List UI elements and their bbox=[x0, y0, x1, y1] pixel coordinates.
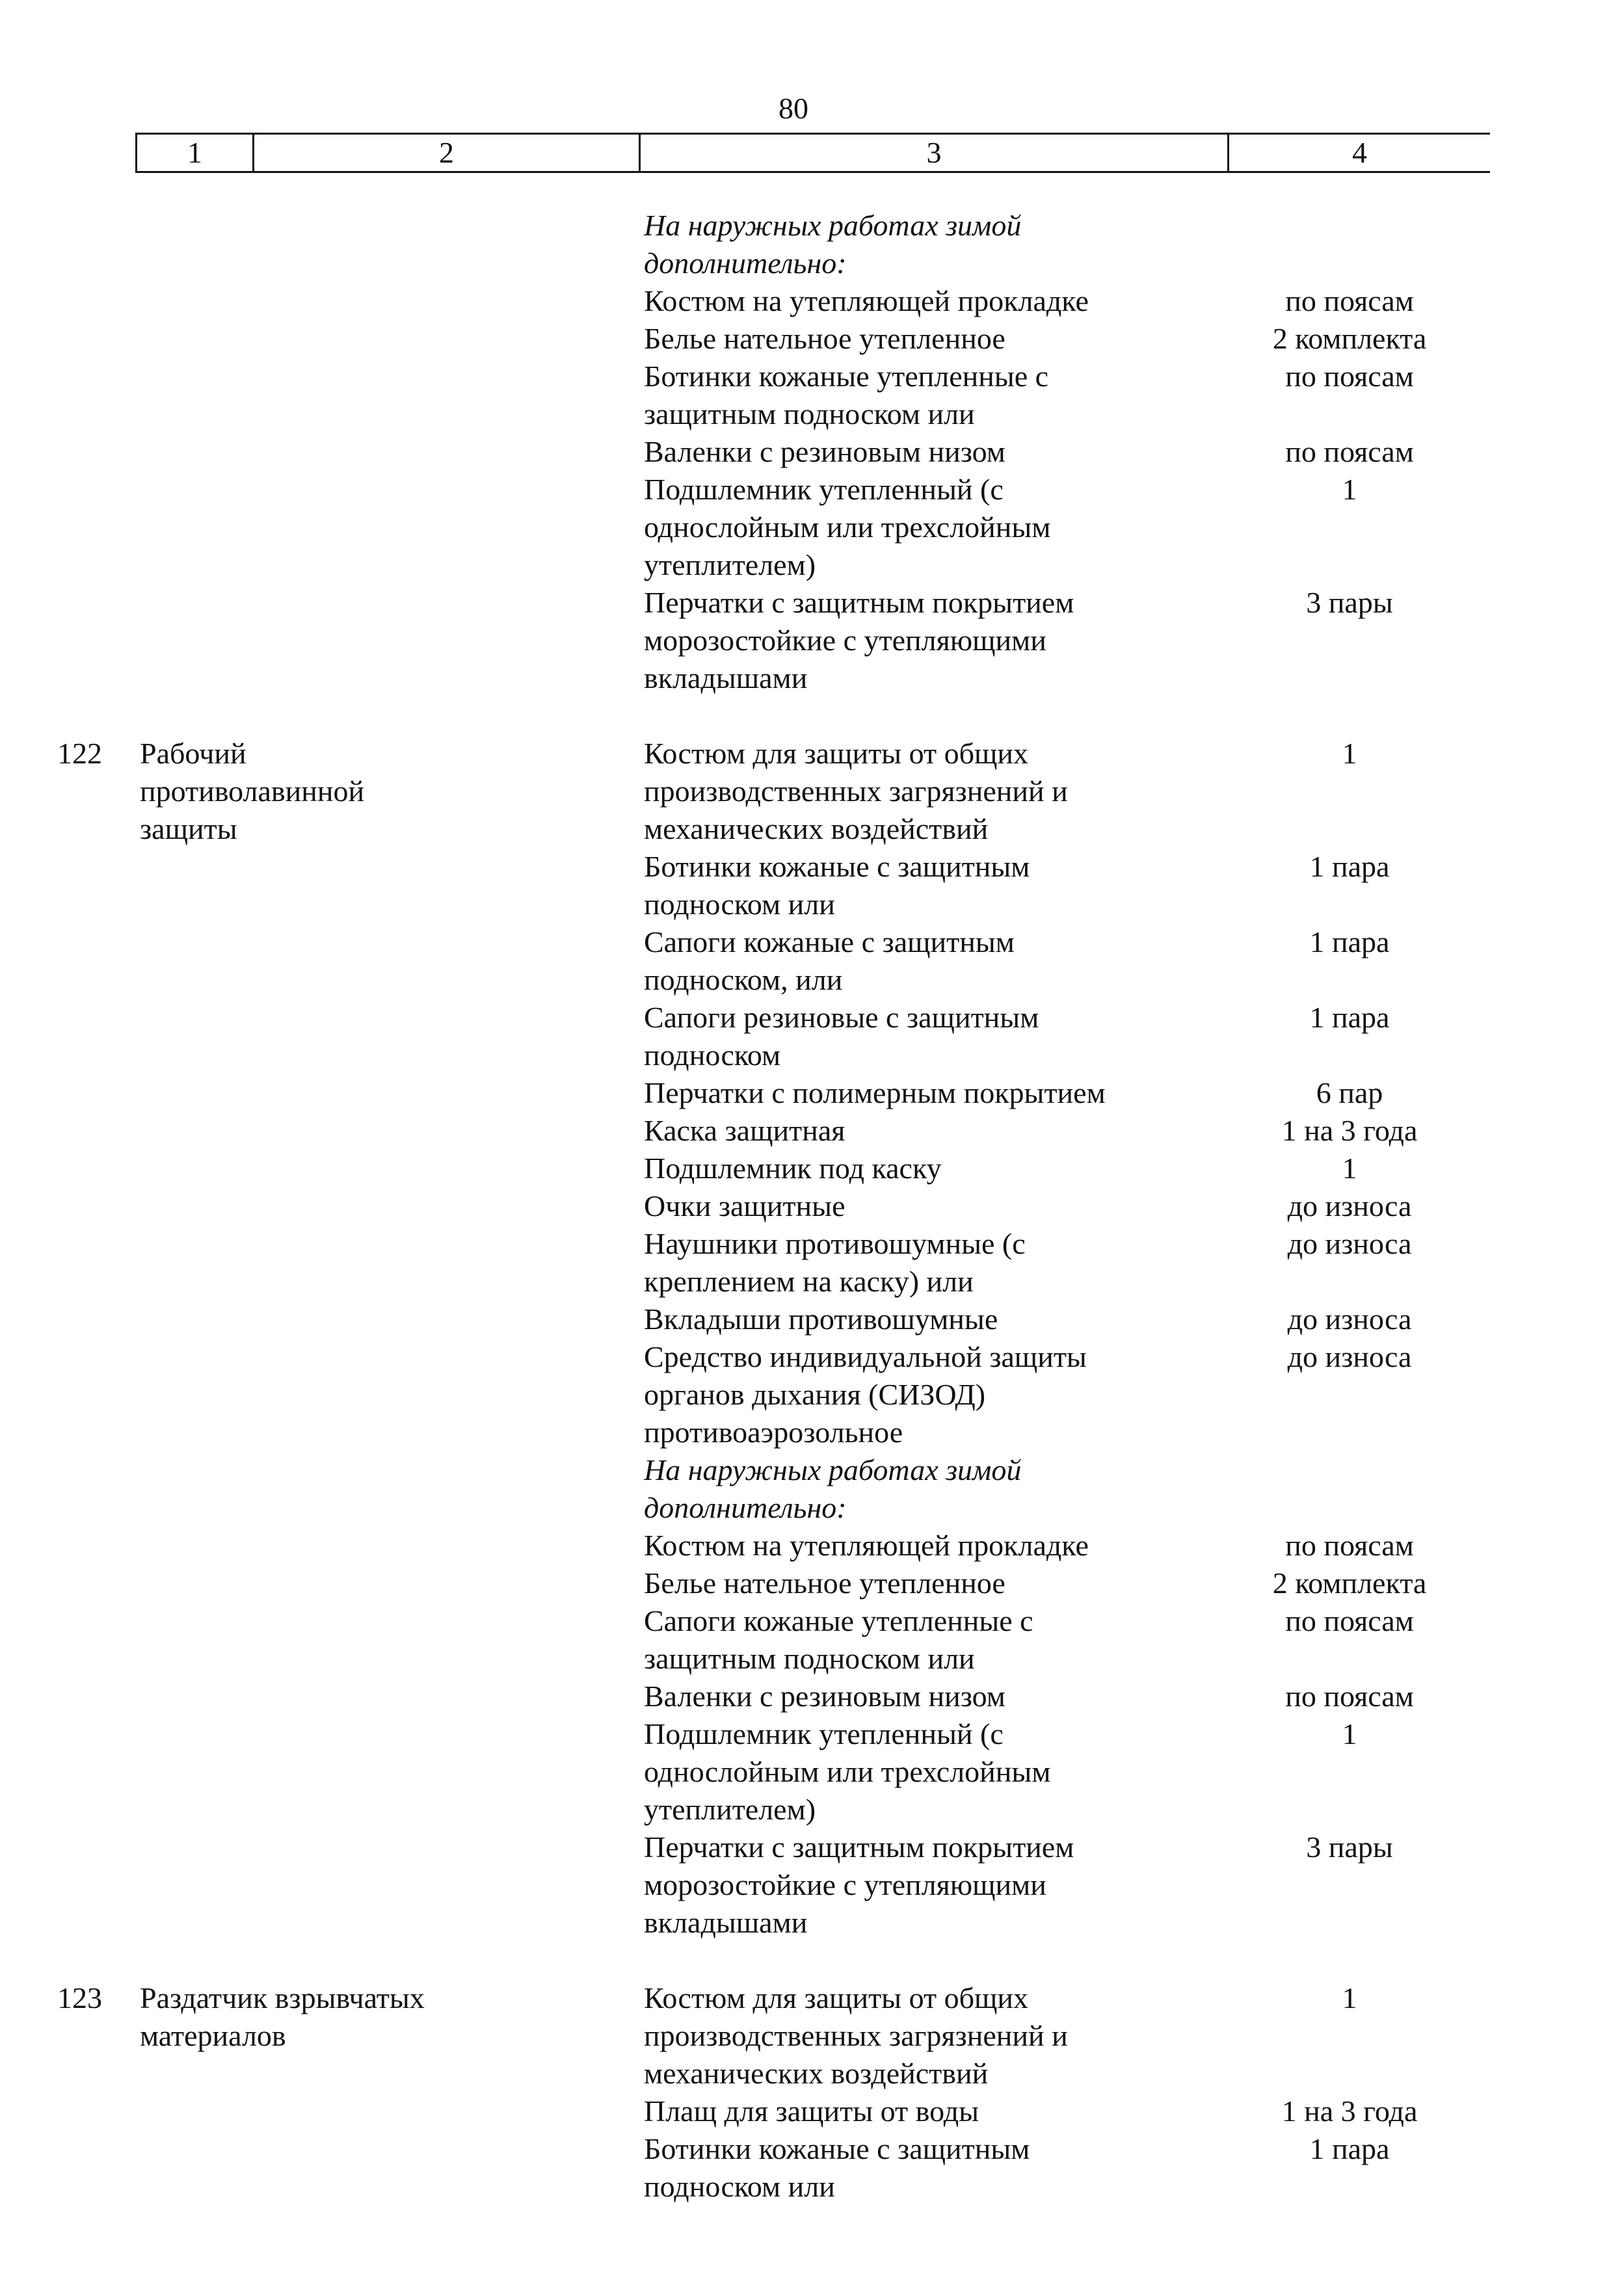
ppe-item: Сапоги кожаные утепленные с bbox=[644, 1604, 1033, 1637]
profession-name bbox=[127, 1451, 514, 1489]
profession-name bbox=[127, 358, 514, 395]
profession-name bbox=[127, 282, 514, 320]
table-row bbox=[0, 282, 1624, 320]
table-row bbox=[0, 1828, 1624, 1866]
table-row bbox=[0, 622, 1624, 659]
row-number bbox=[0, 1187, 127, 1225]
profession-name bbox=[127, 1527, 514, 1564]
table-row bbox=[0, 848, 1624, 886]
ppe-quantity bbox=[1164, 772, 1502, 810]
table-row bbox=[0, 810, 1624, 848]
ppe-quantity bbox=[1164, 1753, 1502, 1791]
profession-name bbox=[127, 584, 514, 622]
profession-name: защиты bbox=[140, 812, 237, 845]
profession-name bbox=[127, 1904, 514, 1942]
profession-name bbox=[127, 1150, 514, 1187]
profession-name bbox=[127, 1715, 514, 1753]
ppe-item: Костюм на утепляющей прокладке bbox=[644, 284, 1089, 317]
ppe-item: механических воздействий bbox=[644, 812, 989, 845]
ppe-item: подноском, или bbox=[644, 963, 843, 996]
ppe-quantity bbox=[1164, 2017, 1502, 2055]
ppe-item: подноском или bbox=[644, 888, 835, 921]
profession-name bbox=[127, 2055, 514, 2092]
profession-name bbox=[127, 1791, 514, 1828]
ppe-quantity bbox=[1164, 1376, 1502, 1414]
row-number bbox=[0, 999, 127, 1036]
table-row bbox=[0, 1640, 1624, 1678]
row-number bbox=[0, 282, 127, 320]
ppe-item: однослойным или трехслойным bbox=[644, 510, 1051, 544]
ppe-item: защитным подноском или bbox=[644, 1642, 975, 1675]
profession-name bbox=[127, 1074, 514, 1112]
profession-name bbox=[127, 1866, 514, 1904]
profession-name bbox=[127, 1828, 514, 1866]
row-number bbox=[0, 1300, 127, 1338]
profession-name bbox=[127, 1414, 514, 1451]
ppe-quantity bbox=[1164, 1414, 1502, 1451]
table-row bbox=[0, 1376, 1624, 1414]
table-row bbox=[0, 1791, 1624, 1828]
ppe-quantity: по поясам bbox=[1285, 435, 1414, 468]
table-header-col-3: 3 bbox=[641, 135, 1229, 171]
ppe-item: Перчатки с защитным покрытием bbox=[644, 586, 1074, 619]
row-number bbox=[0, 1376, 127, 1414]
profession-name bbox=[127, 923, 514, 961]
profession-name: противолавинной bbox=[140, 774, 365, 808]
row-number bbox=[0, 1489, 127, 1527]
ppe-item: Подшлемник утепленный (с bbox=[644, 1717, 1004, 1750]
table-row bbox=[0, 1036, 1624, 1074]
profession-name bbox=[127, 1187, 514, 1225]
ppe-quantity: 1 bbox=[1342, 473, 1357, 506]
table-row bbox=[0, 584, 1624, 622]
ppe-item: производственных загрязнений и bbox=[644, 2019, 1068, 2052]
profession-name bbox=[127, 1602, 514, 1640]
table-body bbox=[0, 207, 1624, 2206]
ppe-quantity bbox=[1164, 622, 1502, 659]
ppe-quantity: 1 bbox=[1342, 737, 1357, 770]
row-number bbox=[0, 886, 127, 923]
row-number bbox=[0, 2168, 127, 2206]
ppe-quantity bbox=[1164, 961, 1502, 999]
ppe-quantity bbox=[1164, 508, 1502, 546]
ppe-quantity bbox=[1164, 546, 1502, 584]
profession-name bbox=[127, 546, 514, 584]
ppe-quantity: 1 пара bbox=[1309, 2132, 1390, 2165]
table-row bbox=[0, 999, 1624, 1036]
profession-name bbox=[127, 1300, 514, 1338]
subheader-row bbox=[0, 1489, 1624, 1527]
ppe-item: Вкладыши противошумные bbox=[644, 1302, 998, 1336]
table-row bbox=[0, 1979, 1624, 2017]
ppe-quantity: 1 пара bbox=[1309, 1001, 1390, 1034]
ppe-item: Белье нательное утепленное bbox=[644, 322, 1005, 355]
table-row bbox=[0, 358, 1624, 395]
table-row bbox=[0, 1753, 1624, 1791]
row-number bbox=[0, 358, 127, 395]
row-number bbox=[0, 1338, 127, 1376]
ppe-quantity bbox=[1164, 659, 1502, 697]
ppe-item: подноском или bbox=[644, 2170, 835, 2203]
row-number bbox=[0, 320, 127, 358]
ppe-quantity: 1 на 3 года bbox=[1281, 1114, 1418, 1147]
table-row bbox=[0, 886, 1624, 923]
ppe-quantity bbox=[1164, 1640, 1502, 1678]
page-number: 80 bbox=[779, 92, 808, 125]
row-number bbox=[0, 1451, 127, 1489]
table-row bbox=[0, 1150, 1624, 1187]
ppe-item: однослойным или трехслойным bbox=[644, 1755, 1051, 1788]
ppe-item: Сапоги кожаные с защитным bbox=[644, 925, 1015, 958]
ppe-item: Костюм для защиты от общих bbox=[644, 1981, 1029, 2014]
table-header-col-4: 4 bbox=[1352, 136, 1367, 169]
row-number bbox=[0, 207, 127, 244]
table-row bbox=[0, 2130, 1624, 2168]
table-row bbox=[0, 471, 1624, 508]
row-number bbox=[0, 2092, 127, 2130]
ppe-item: утеплителем) bbox=[644, 1793, 816, 1826]
table-row bbox=[0, 1904, 1624, 1942]
profession-name bbox=[127, 508, 514, 546]
ppe-quantity bbox=[1164, 1791, 1502, 1828]
profession-name bbox=[127, 1640, 514, 1678]
table-header bbox=[135, 133, 1490, 173]
row-number bbox=[0, 1150, 127, 1187]
ppe-quantity: 1 bbox=[1342, 1152, 1357, 1185]
row-number bbox=[0, 1715, 127, 1753]
row-number bbox=[0, 923, 127, 961]
ppe-quantity bbox=[1164, 244, 1502, 282]
table-row bbox=[0, 546, 1624, 584]
row-number bbox=[0, 1640, 127, 1678]
table-row bbox=[0, 1715, 1624, 1753]
subheader-text: дополнительно: bbox=[644, 1491, 847, 1524]
row-number bbox=[0, 584, 127, 622]
ppe-item: Плащ для защиты от воды bbox=[644, 2094, 979, 2128]
profession-name bbox=[127, 1338, 514, 1376]
ppe-item: подноском bbox=[644, 1038, 781, 1072]
ppe-quantity bbox=[1164, 2055, 1502, 2092]
ppe-quantity bbox=[1164, 1866, 1502, 1904]
table-row bbox=[0, 772, 1624, 810]
row-number bbox=[0, 1753, 127, 1791]
table-row bbox=[0, 2092, 1624, 2130]
table-row bbox=[0, 2168, 1624, 2206]
row-number bbox=[0, 848, 127, 886]
profession-name bbox=[127, 433, 514, 471]
profession-name bbox=[127, 1564, 514, 1602]
profession-name: Рабочий bbox=[140, 737, 246, 770]
subheader-text: На наружных работах зимой bbox=[644, 1453, 1022, 1486]
row-number bbox=[0, 961, 127, 999]
profession-name bbox=[127, 1112, 514, 1150]
profession-name bbox=[127, 1678, 514, 1715]
row-number bbox=[0, 659, 127, 697]
ppe-quantity: 1 на 3 года bbox=[1281, 2094, 1418, 2128]
ppe-quantity: 1 bbox=[1342, 1981, 1357, 2014]
ppe-quantity: 3 пары bbox=[1306, 1830, 1393, 1864]
ppe-quantity bbox=[1164, 810, 1502, 848]
row-number bbox=[0, 244, 127, 282]
row-number bbox=[0, 471, 127, 508]
table-row bbox=[0, 1602, 1624, 1640]
table-header-col-2: 2 bbox=[254, 135, 641, 171]
subheader-row bbox=[0, 1451, 1624, 1489]
row-number bbox=[0, 508, 127, 546]
profession-name bbox=[127, 1753, 514, 1791]
profession-name bbox=[127, 1489, 514, 1527]
table-row bbox=[0, 2017, 1624, 2055]
ppe-item: Ботинки кожаные с защитным bbox=[644, 850, 1030, 883]
ppe-item: Очки защитные bbox=[644, 1189, 845, 1222]
ppe-item: органов дыхания (СИЗОД) bbox=[644, 1378, 986, 1411]
row-number bbox=[0, 1036, 127, 1074]
table-row bbox=[0, 923, 1624, 961]
section-gap bbox=[0, 1942, 1624, 1979]
profession-name bbox=[127, 244, 514, 282]
ppe-item: креплением на каску) или bbox=[644, 1265, 974, 1298]
ppe-item: Валенки с резиновым низом bbox=[644, 1680, 1005, 1713]
ppe-item: производственных загрязнений и bbox=[644, 774, 1068, 808]
profession-name bbox=[127, 999, 514, 1036]
ppe-quantity bbox=[1164, 1904, 1502, 1942]
row-number bbox=[0, 1866, 127, 1904]
row-number: 122 bbox=[57, 737, 102, 770]
table-row bbox=[0, 433, 1624, 471]
ppe-item: механических воздействий bbox=[644, 2057, 989, 2090]
ppe-item: Костюм для защиты от общих bbox=[644, 737, 1029, 770]
ppe-quantity: 6 пар bbox=[1316, 1076, 1383, 1109]
profession-name bbox=[127, 622, 514, 659]
profession-name bbox=[127, 659, 514, 697]
ppe-item: Валенки с резиновым низом bbox=[644, 435, 1005, 468]
profession-name bbox=[127, 320, 514, 358]
table-row bbox=[0, 1187, 1624, 1225]
ppe-item: вкладышами bbox=[644, 1906, 808, 1939]
ppe-item: Каска защитная bbox=[644, 1114, 845, 1147]
ppe-quantity: до износа bbox=[1287, 1189, 1412, 1222]
ppe-item: Перчатки с защитным покрытием bbox=[644, 1830, 1074, 1864]
row-number bbox=[0, 433, 127, 471]
table-row bbox=[0, 1225, 1624, 1263]
ppe-item: Ботинки кожаные с защитным bbox=[644, 2132, 1030, 2165]
row-number bbox=[0, 1112, 127, 1150]
ppe-item: Средство индивидуальной защиты bbox=[644, 1340, 1087, 1373]
row-number bbox=[0, 1225, 127, 1263]
ppe-item: Подшлемник под каску bbox=[644, 1152, 942, 1185]
ppe-quantity bbox=[1164, 207, 1502, 244]
table-row bbox=[0, 1338, 1624, 1376]
subheader-row bbox=[0, 207, 1624, 244]
ppe-quantity: до износа bbox=[1287, 1302, 1412, 1336]
profession-name bbox=[127, 1263, 514, 1300]
profession-name bbox=[127, 2168, 514, 2206]
table-row bbox=[0, 1866, 1624, 1904]
row-number bbox=[0, 1828, 127, 1866]
ppe-quantity: по поясам bbox=[1285, 1604, 1414, 1637]
ppe-item: защитным подноском или bbox=[644, 397, 975, 430]
profession-name bbox=[127, 1376, 514, 1414]
ppe-quantity: 2 комплекта bbox=[1272, 1566, 1427, 1600]
table-row bbox=[0, 1300, 1624, 1338]
ppe-quantity bbox=[1164, 1263, 1502, 1300]
profession-name bbox=[127, 1036, 514, 1074]
ppe-quantity bbox=[1164, 2168, 1502, 2206]
table-row bbox=[0, 1263, 1624, 1300]
ppe-quantity: до износа bbox=[1287, 1340, 1412, 1373]
row-number bbox=[0, 1527, 127, 1564]
row-number bbox=[0, 2017, 127, 2055]
row-number bbox=[0, 395, 127, 433]
table-row bbox=[0, 2055, 1624, 2092]
row-number: 123 bbox=[57, 1981, 102, 2014]
profession-name: Раздатчик взрывчатых bbox=[140, 1981, 425, 2014]
ppe-quantity: 1 bbox=[1342, 1717, 1357, 1750]
ppe-quantity bbox=[1164, 1036, 1502, 1074]
table-row bbox=[0, 1112, 1624, 1150]
section-gap bbox=[0, 697, 1624, 735]
ppe-quantity: по поясам bbox=[1285, 284, 1414, 317]
ppe-item: Наушники противошумные (с bbox=[644, 1227, 1026, 1260]
ppe-quantity: по поясам bbox=[1285, 360, 1414, 393]
ppe-quantity: по поясам bbox=[1285, 1680, 1414, 1713]
table-row bbox=[0, 1414, 1624, 1451]
ppe-item: морозостойкие с утепляющими bbox=[644, 624, 1046, 657]
subheader-text: дополнительно: bbox=[644, 246, 847, 280]
profession-name bbox=[127, 207, 514, 244]
ppe-item: вкладышами bbox=[644, 661, 808, 694]
profession-name bbox=[127, 395, 514, 433]
row-number bbox=[0, 546, 127, 584]
table-row bbox=[0, 961, 1624, 999]
ppe-quantity: 1 пара bbox=[1309, 850, 1390, 883]
row-number bbox=[0, 1263, 127, 1300]
ppe-item: Сапоги резиновые с защитным bbox=[644, 1001, 1039, 1034]
subheader-row bbox=[0, 244, 1624, 282]
row-number bbox=[0, 1791, 127, 1828]
ppe-quantity bbox=[1164, 1451, 1502, 1489]
ppe-item: морозостойкие с утепляющими bbox=[644, 1868, 1046, 1901]
ppe-quantity bbox=[1164, 886, 1502, 923]
profession-name bbox=[127, 471, 514, 508]
table-row bbox=[0, 735, 1624, 772]
row-number bbox=[0, 1602, 127, 1640]
ppe-item: Костюм на утепляющей прокладке bbox=[644, 1529, 1089, 1562]
ppe-item: Перчатки с полимерным покрытием bbox=[644, 1076, 1106, 1109]
table-header-col-1: 1 bbox=[137, 135, 254, 171]
table-row bbox=[0, 1564, 1624, 1602]
table-row bbox=[0, 1527, 1624, 1564]
ppe-item: Ботинки кожаные утепленные с bbox=[644, 360, 1049, 393]
row-number bbox=[0, 810, 127, 848]
ppe-quantity: 1 пара bbox=[1309, 925, 1390, 958]
ppe-quantity: 3 пары bbox=[1306, 586, 1393, 619]
row-number bbox=[0, 1414, 127, 1451]
row-number bbox=[0, 1564, 127, 1602]
table-row bbox=[0, 320, 1624, 358]
ppe-quantity: до износа bbox=[1287, 1227, 1412, 1260]
ppe-quantity bbox=[1164, 395, 1502, 433]
ppe-quantity: по поясам bbox=[1285, 1529, 1414, 1562]
profession-name: материалов bbox=[140, 2019, 286, 2052]
ppe-item: Белье нательное утепленное bbox=[644, 1566, 1005, 1600]
profession-name bbox=[127, 961, 514, 999]
ppe-item: противоаэрозольное bbox=[644, 1416, 903, 1449]
profession-name bbox=[127, 848, 514, 886]
row-number bbox=[0, 2130, 127, 2168]
ppe-quantity bbox=[1164, 1489, 1502, 1527]
row-number bbox=[0, 2055, 127, 2092]
profession-name bbox=[127, 886, 514, 923]
table-row bbox=[0, 508, 1624, 546]
ppe-item: утеплителем) bbox=[644, 548, 816, 581]
ppe-item: Подшлемник утепленный (с bbox=[644, 473, 1004, 506]
table-row bbox=[0, 659, 1624, 697]
profession-name bbox=[127, 2092, 514, 2130]
table-row bbox=[0, 395, 1624, 433]
profession-name bbox=[127, 1225, 514, 1263]
ppe-quantity: 2 комплекта bbox=[1272, 322, 1427, 355]
profession-name bbox=[127, 2130, 514, 2168]
row-number bbox=[0, 622, 127, 659]
subheader-text: На наружных работах зимой bbox=[644, 209, 1022, 242]
row-number bbox=[0, 1904, 127, 1942]
row-number bbox=[0, 1074, 127, 1112]
table-row bbox=[0, 1074, 1624, 1112]
table-row bbox=[0, 1678, 1624, 1715]
row-number bbox=[0, 772, 127, 810]
row-number bbox=[0, 1678, 127, 1715]
